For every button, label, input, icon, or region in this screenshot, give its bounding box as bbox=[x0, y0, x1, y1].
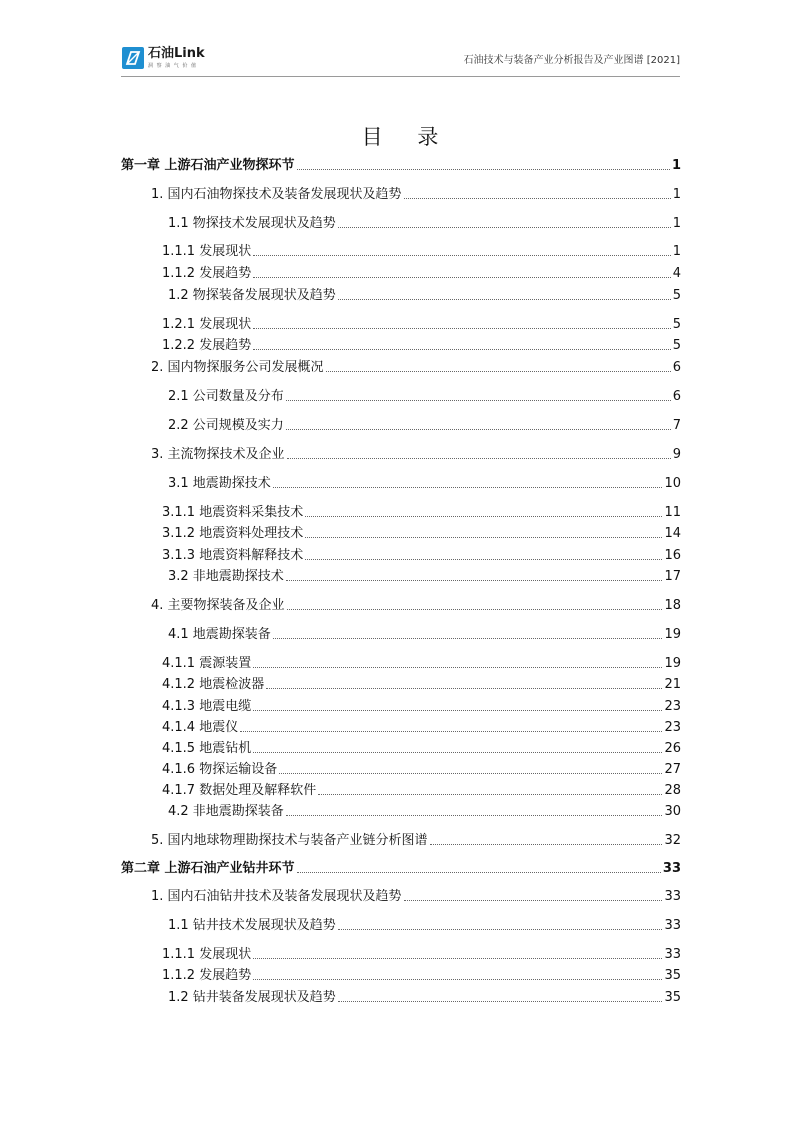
toc-entry-page: 1 bbox=[672, 187, 681, 202]
toc-entry-label: 1.2.1 发展现状 bbox=[162, 317, 252, 332]
dot-leader bbox=[273, 637, 663, 639]
dot-leader bbox=[253, 327, 671, 329]
toc-entry-item[interactable] bbox=[121, 718, 681, 736]
toc-entry-label: 4. 主要物探装备及企业 bbox=[151, 598, 285, 613]
document-title: 石油技术与装备产业分析报告及产业图谱 [2021] bbox=[463, 55, 680, 66]
toc-entry-label: 3.2 非地震勘探技术 bbox=[168, 569, 284, 584]
logo-tagline: 洞 察 油 气 价 值 bbox=[148, 63, 197, 69]
toc-entry-page: 23 bbox=[664, 699, 681, 714]
toc-entry-page: 1 bbox=[672, 244, 681, 259]
toc-entry-page: 35 bbox=[664, 990, 681, 1005]
toc-entry-item[interactable] bbox=[121, 546, 681, 564]
toc-entry-item[interactable] bbox=[121, 781, 681, 799]
toc-entry-page: 11 bbox=[664, 505, 681, 520]
toc-entry-label: 1.2 物探装备发展现状及趋势 bbox=[168, 288, 336, 303]
toc-entry-page: 14 bbox=[664, 526, 681, 541]
toc-entry-page: 4 bbox=[672, 266, 681, 281]
toc-entry-section[interactable] bbox=[121, 887, 681, 905]
dot-leader bbox=[404, 197, 671, 199]
toc-entry-label: 1.1.2 发展趋势 bbox=[162, 266, 252, 281]
toc-entry-page: 32 bbox=[664, 833, 681, 848]
toc-entry-label: 4.1 地震勘探装备 bbox=[168, 627, 271, 642]
toc-entry-label: 第一章 上游石油产业物探环节 bbox=[121, 158, 295, 173]
toc-entry-label: 4.2 非地震勘探装备 bbox=[168, 804, 284, 819]
dot-leader bbox=[240, 730, 662, 732]
toc-entry-page: 1 bbox=[671, 158, 681, 173]
toc-entry-item[interactable] bbox=[121, 739, 681, 757]
toc-entry-label: 2.1 公司数量及分布 bbox=[168, 389, 284, 404]
header-divider bbox=[121, 76, 680, 77]
dot-leader bbox=[305, 536, 662, 538]
toc-entry-item[interactable] bbox=[121, 336, 681, 354]
dot-leader bbox=[253, 666, 662, 668]
toc-entry-item[interactable] bbox=[121, 760, 681, 778]
logo-text: 石油Link bbox=[148, 46, 205, 61]
toc-entry-item[interactable] bbox=[121, 945, 681, 963]
toc-entry-subsection[interactable] bbox=[121, 474, 681, 492]
toc-entry-label: 4.1.4 地震仪 bbox=[162, 720, 239, 735]
dot-leader bbox=[286, 814, 663, 816]
toc-entry-item[interactable] bbox=[121, 242, 681, 260]
toc-entry-label: 1.1.1 发展现状 bbox=[162, 947, 252, 962]
toc-entry-section[interactable] bbox=[121, 358, 681, 376]
toc-entry-label: 3. 主流物探技术及企业 bbox=[151, 447, 285, 462]
toc-entry-page: 19 bbox=[664, 627, 681, 642]
toc-entry-subsection[interactable] bbox=[121, 214, 681, 232]
toc-entry-subsection[interactable] bbox=[121, 625, 681, 643]
toc-entry-subsection[interactable] bbox=[121, 802, 681, 820]
dot-leader bbox=[253, 957, 662, 959]
dot-leader bbox=[253, 751, 662, 753]
dot-leader bbox=[305, 558, 662, 560]
toc-entry-item[interactable] bbox=[121, 524, 681, 542]
toc-entry-page: 5 bbox=[672, 317, 681, 332]
toc-entry-page: 19 bbox=[664, 656, 681, 671]
dot-leader bbox=[253, 978, 662, 980]
toc-entry-label: 3.1.2 地震资料处理技术 bbox=[162, 526, 304, 541]
toc-entry-label: 2. 国内物探服务公司发展概况 bbox=[151, 360, 324, 375]
toc-entry-page: 5 bbox=[672, 338, 681, 353]
dot-leader bbox=[286, 399, 671, 401]
dot-leader bbox=[430, 843, 663, 845]
brand-logo bbox=[121, 46, 231, 72]
toc-entry-item[interactable] bbox=[121, 654, 681, 672]
dot-leader bbox=[287, 608, 663, 610]
dot-leader bbox=[253, 709, 662, 711]
page-header bbox=[0, 0, 800, 80]
toc-entry-page: 7 bbox=[672, 418, 681, 433]
toc-entry-page: 35 bbox=[664, 968, 681, 983]
logo-mark-icon bbox=[121, 46, 145, 70]
dot-leader bbox=[338, 928, 663, 930]
toc-entry-label: 4.1.7 数据处理及解释软件 bbox=[162, 783, 317, 798]
toc-entry-page: 33 bbox=[664, 918, 681, 933]
toc-entry-label: 1.1 钻井技术发展现状及趋势 bbox=[168, 918, 336, 933]
toc-entry-item[interactable] bbox=[121, 315, 681, 333]
toc-entry-page: 18 bbox=[664, 598, 681, 613]
dot-leader bbox=[253, 348, 671, 350]
dot-leader bbox=[297, 871, 661, 873]
toc-entry-label: 1.1 物探技术发展现状及趋势 bbox=[168, 216, 336, 231]
toc-entry-subsection[interactable] bbox=[121, 916, 681, 934]
toc-entry-page: 5 bbox=[672, 288, 681, 303]
toc-entry-page: 23 bbox=[664, 720, 681, 735]
toc-entry-page: 33 bbox=[662, 861, 681, 876]
dot-leader bbox=[253, 254, 671, 256]
toc-entry-page: 21 bbox=[664, 677, 681, 692]
dot-leader bbox=[266, 687, 662, 689]
toc-entry-section[interactable] bbox=[121, 185, 681, 203]
toc-entry-page: 33 bbox=[664, 889, 681, 904]
toc-entry-page: 6 bbox=[672, 360, 681, 375]
dot-leader bbox=[326, 370, 671, 372]
toc-entry-item[interactable] bbox=[121, 966, 681, 984]
toc-entry-label: 3.1.3 地震资料解释技术 bbox=[162, 548, 304, 563]
toc-entry-subsection[interactable] bbox=[121, 387, 681, 405]
toc-entry-label: 4.1.5 地震钻机 bbox=[162, 741, 252, 756]
toc-entry-page: 10 bbox=[664, 476, 681, 491]
toc-entry-item[interactable] bbox=[121, 264, 681, 282]
toc-entry-subsection[interactable] bbox=[121, 988, 681, 1006]
dot-leader bbox=[279, 772, 662, 774]
dot-leader bbox=[338, 298, 671, 300]
toc-entry-label: 1.1.2 发展趋势 bbox=[162, 968, 252, 983]
toc-entry-label: 4.1.3 地震电缆 bbox=[162, 699, 252, 714]
toc-entry-subsection[interactable] bbox=[121, 416, 681, 434]
dot-leader bbox=[318, 793, 662, 795]
dot-leader bbox=[273, 486, 663, 488]
toc-entry-label: 1.2.2 发展趋势 bbox=[162, 338, 252, 353]
toc-entry-label: 1. 国内石油物探技术及装备发展现状及趋势 bbox=[151, 187, 402, 202]
toc-entry-page: 9 bbox=[672, 447, 681, 462]
toc-entry-page: 1 bbox=[672, 216, 681, 231]
toc-entry-item[interactable] bbox=[121, 675, 681, 693]
toc-entry-label: 1.2 钻井装备发展现状及趋势 bbox=[168, 990, 336, 1005]
dot-leader bbox=[338, 1000, 663, 1002]
dot-leader bbox=[297, 168, 670, 170]
dot-leader bbox=[338, 226, 671, 228]
dot-leader bbox=[287, 457, 671, 459]
toc-entry-page: 28 bbox=[664, 783, 681, 798]
toc-entry-label: 3.1.1 地震资料采集技术 bbox=[162, 505, 304, 520]
dot-leader bbox=[286, 428, 671, 430]
toc-entry-label: 4.1.6 物探运输设备 bbox=[162, 762, 278, 777]
toc-entry-label: 第二章 上游石油产业钻井环节 bbox=[121, 861, 295, 876]
toc-entry-label: 4.1.2 地震检波器 bbox=[162, 677, 265, 692]
dot-leader bbox=[286, 579, 663, 581]
toc-entry-page: 17 bbox=[664, 569, 681, 584]
toc-entry-section[interactable] bbox=[121, 445, 681, 463]
toc-title: 目 录 bbox=[361, 125, 453, 149]
toc-entry-label: 4.1.1 震源装置 bbox=[162, 656, 252, 671]
dot-leader bbox=[404, 899, 663, 901]
toc-entry-section[interactable] bbox=[121, 596, 681, 614]
toc-entry-chapter[interactable] bbox=[121, 156, 681, 174]
toc-entry-page: 27 bbox=[664, 762, 681, 777]
toc-entry-item[interactable] bbox=[121, 697, 681, 715]
toc-entry-subsection[interactable] bbox=[121, 567, 681, 585]
toc-entry-page: 16 bbox=[664, 548, 681, 563]
toc-entry-page: 30 bbox=[664, 804, 681, 819]
toc-entry-subsection[interactable] bbox=[121, 286, 681, 304]
toc-entry-item[interactable] bbox=[121, 503, 681, 521]
dot-leader bbox=[305, 515, 662, 517]
toc-entry-label: 3.1 地震勘探技术 bbox=[168, 476, 271, 491]
toc-entry-section[interactable] bbox=[121, 831, 681, 849]
dot-leader bbox=[253, 276, 671, 278]
toc-entry-label: 1.1.1 发展现状 bbox=[162, 244, 252, 259]
toc-entry-label: 5. 国内地球物理勘探技术与装备产业链分析图谱 bbox=[151, 833, 428, 848]
toc-entry-chapter[interactable] bbox=[121, 859, 681, 877]
toc-entry-page: 6 bbox=[672, 389, 681, 404]
toc-entry-label: 2.2 公司规模及实力 bbox=[168, 418, 284, 433]
toc-entry-label: 1. 国内石油钻井技术及装备发展现状及趋势 bbox=[151, 889, 402, 904]
toc-entry-page: 33 bbox=[664, 947, 681, 962]
toc-entry-page: 26 bbox=[664, 741, 681, 756]
